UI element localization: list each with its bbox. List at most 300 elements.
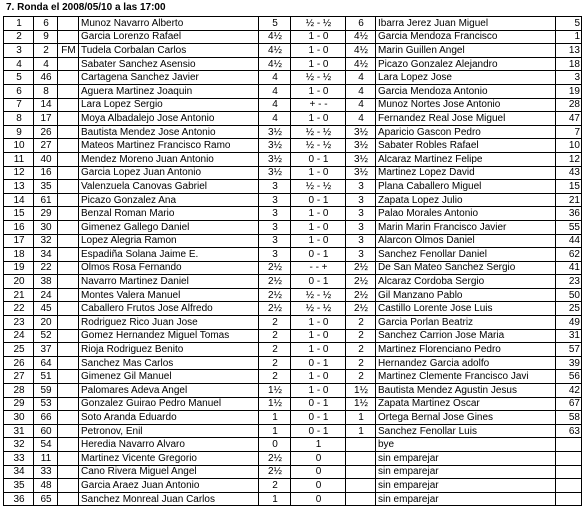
pairings-body bbox=[4, 17, 582, 506]
board-number: 33 bbox=[4, 452, 34, 466]
black-points: 1½ bbox=[346, 397, 376, 411]
black-rank: 21 bbox=[556, 193, 582, 207]
white-points: 4 bbox=[259, 71, 291, 85]
black-player: Zapata Martinez Oscar bbox=[376, 397, 556, 411]
white-points: 3½ bbox=[259, 166, 291, 180]
table-row bbox=[4, 30, 582, 44]
white-points: 2½ bbox=[259, 465, 291, 479]
black-points: 3½ bbox=[346, 125, 376, 139]
board-number: 24 bbox=[4, 329, 34, 343]
white-points: 1 bbox=[259, 492, 291, 506]
board-number: 10 bbox=[4, 139, 34, 153]
black-points: 4 bbox=[346, 112, 376, 126]
white-rank: 61 bbox=[34, 193, 58, 207]
white-points: 3½ bbox=[259, 125, 291, 139]
white-title bbox=[58, 411, 79, 425]
black-player: Alcaraz Martinez Felipe bbox=[376, 152, 556, 166]
white-rank: 51 bbox=[34, 370, 58, 384]
black-rank bbox=[556, 465, 582, 479]
black-points: 4½ bbox=[346, 44, 376, 58]
black-player: Martinez Florenciano Pedro bbox=[376, 343, 556, 357]
white-player: Gimenez Gallego Daniel bbox=[79, 220, 259, 234]
black-points: 1 bbox=[346, 424, 376, 438]
board-number: 6 bbox=[4, 84, 34, 98]
white-player: Benzal Roman Mario bbox=[79, 207, 259, 221]
result: 1 - 0 bbox=[291, 329, 346, 343]
white-points: 2 bbox=[259, 343, 291, 357]
board-number: 23 bbox=[4, 316, 34, 330]
white-title bbox=[58, 71, 79, 85]
white-rank: 26 bbox=[34, 125, 58, 139]
black-points: 4 bbox=[346, 84, 376, 98]
black-rank: 47 bbox=[556, 112, 582, 126]
black-rank bbox=[556, 452, 582, 466]
black-points bbox=[346, 438, 376, 452]
black-points: 3 bbox=[346, 234, 376, 248]
white-rank: 29 bbox=[34, 207, 58, 221]
white-title bbox=[58, 465, 79, 479]
white-points: 1 bbox=[259, 424, 291, 438]
board-number: 7 bbox=[4, 98, 34, 112]
white-player: Sanchez Mas Carlos bbox=[79, 356, 259, 370]
white-player: Garcia Araez Juan Antonio bbox=[79, 479, 259, 493]
result: 0 - 1 bbox=[291, 356, 346, 370]
white-points: 4½ bbox=[259, 57, 291, 71]
white-title bbox=[58, 397, 79, 411]
white-rank: 64 bbox=[34, 356, 58, 370]
pairings-table bbox=[3, 16, 582, 506]
white-points: 3 bbox=[259, 180, 291, 194]
white-title bbox=[58, 343, 79, 357]
result: 0 - 1 bbox=[291, 424, 346, 438]
black-rank: 43 bbox=[556, 166, 582, 180]
black-rank: 67 bbox=[556, 397, 582, 411]
white-player: Rioja Rodriguez Benito bbox=[79, 343, 259, 357]
black-rank: 12 bbox=[556, 152, 582, 166]
white-player: Picazo Gonzalez Ana bbox=[79, 193, 259, 207]
black-player: Ibarra Jerez Juan Miguel bbox=[376, 17, 556, 31]
white-title bbox=[58, 356, 79, 370]
table-row bbox=[4, 424, 582, 438]
table-row bbox=[4, 452, 582, 466]
white-rank: 22 bbox=[34, 261, 58, 275]
black-player: sin emparejar bbox=[376, 452, 556, 466]
white-rank: 16 bbox=[34, 166, 58, 180]
white-rank: 4 bbox=[34, 57, 58, 71]
black-rank: 55 bbox=[556, 220, 582, 234]
result: 1 - 0 bbox=[291, 30, 346, 44]
white-rank: 46 bbox=[34, 71, 58, 85]
white-player: Lopez Alegria Ramon bbox=[79, 234, 259, 248]
black-rank: 19 bbox=[556, 84, 582, 98]
black-points: 4 bbox=[346, 98, 376, 112]
white-title bbox=[58, 139, 79, 153]
white-points: 2 bbox=[259, 316, 291, 330]
table-row bbox=[4, 17, 582, 31]
black-points: 3½ bbox=[346, 152, 376, 166]
white-points: 2 bbox=[259, 356, 291, 370]
white-rank: 48 bbox=[34, 479, 58, 493]
table-row bbox=[4, 234, 582, 248]
black-points: 2 bbox=[346, 329, 376, 343]
black-points bbox=[346, 465, 376, 479]
black-rank: 41 bbox=[556, 261, 582, 275]
white-player: Mateos Martinez Francisco Ramo bbox=[79, 139, 259, 153]
black-player: sin emparejar bbox=[376, 492, 556, 506]
result: 1 - 0 bbox=[291, 44, 346, 58]
white-player: Soto Aranda Eduardo bbox=[79, 411, 259, 425]
black-rank: 56 bbox=[556, 370, 582, 384]
white-title bbox=[58, 316, 79, 330]
white-player: Petronov, Enil bbox=[79, 424, 259, 438]
table-row bbox=[4, 479, 582, 493]
black-rank: 7 bbox=[556, 125, 582, 139]
board-number: 16 bbox=[4, 220, 34, 234]
white-points: 2½ bbox=[259, 288, 291, 302]
board-number: 36 bbox=[4, 492, 34, 506]
result: 1 - 0 bbox=[291, 220, 346, 234]
white-title bbox=[58, 57, 79, 71]
black-points: 4½ bbox=[346, 57, 376, 71]
white-points: 1½ bbox=[259, 397, 291, 411]
white-player: Sanchez Monreal Juan Carlos bbox=[79, 492, 259, 506]
black-rank: 10 bbox=[556, 139, 582, 153]
board-number: 34 bbox=[4, 465, 34, 479]
table-row bbox=[4, 112, 582, 126]
black-points: 3½ bbox=[346, 139, 376, 153]
black-rank: 62 bbox=[556, 248, 582, 262]
table-row bbox=[4, 193, 582, 207]
white-rank: 2 bbox=[34, 44, 58, 58]
white-rank: 52 bbox=[34, 329, 58, 343]
black-points: 2 bbox=[346, 356, 376, 370]
black-player: De San Mateo Sanchez Sergio bbox=[376, 261, 556, 275]
board-number: 25 bbox=[4, 343, 34, 357]
black-player: Hernandez Garcia adolfo bbox=[376, 356, 556, 370]
white-points: 4½ bbox=[259, 44, 291, 58]
result: 0 bbox=[291, 465, 346, 479]
black-rank: 57 bbox=[556, 343, 582, 357]
black-points: 3 bbox=[346, 180, 376, 194]
result: 0 - 1 bbox=[291, 152, 346, 166]
white-title bbox=[58, 98, 79, 112]
black-player: Munoz Nortes Jose Antonio bbox=[376, 98, 556, 112]
white-points: 1½ bbox=[259, 384, 291, 398]
table-row bbox=[4, 438, 582, 452]
black-player: Sanchez Carrion Jose Maria bbox=[376, 329, 556, 343]
black-rank: 50 bbox=[556, 288, 582, 302]
white-points: 2½ bbox=[259, 452, 291, 466]
black-player: Zapata Lopez Julio bbox=[376, 193, 556, 207]
white-title bbox=[58, 207, 79, 221]
result: 1 - 0 bbox=[291, 234, 346, 248]
black-points: 2 bbox=[346, 316, 376, 330]
white-rank: 45 bbox=[34, 302, 58, 316]
black-player: Aparicio Gascon Pedro bbox=[376, 125, 556, 139]
white-player: Navarro Martinez Daniel bbox=[79, 275, 259, 289]
black-points: 3 bbox=[346, 193, 376, 207]
result: 1 - 0 bbox=[291, 384, 346, 398]
white-player: Montes Valera Manuel bbox=[79, 288, 259, 302]
black-player: Ortega Bernal Jose Gines bbox=[376, 411, 556, 425]
white-points: 3 bbox=[259, 248, 291, 262]
black-rank: 39 bbox=[556, 356, 582, 370]
white-rank: 17 bbox=[34, 112, 58, 126]
table-row bbox=[4, 356, 582, 370]
black-player: Garcia Mendoza Francisco bbox=[376, 30, 556, 44]
table-row bbox=[4, 261, 582, 275]
table-row bbox=[4, 180, 582, 194]
black-points: 2½ bbox=[346, 302, 376, 316]
white-rank: 38 bbox=[34, 275, 58, 289]
black-player: Lara Lopez Jose bbox=[376, 71, 556, 85]
white-rank: 8 bbox=[34, 84, 58, 98]
black-rank bbox=[556, 438, 582, 452]
black-points: 2 bbox=[346, 343, 376, 357]
black-rank: 28 bbox=[556, 98, 582, 112]
table-row bbox=[4, 139, 582, 153]
board-number: 20 bbox=[4, 275, 34, 289]
white-points: 4 bbox=[259, 84, 291, 98]
black-points: 3 bbox=[346, 220, 376, 234]
white-points: 1 bbox=[259, 411, 291, 425]
board-number: 2 bbox=[4, 30, 34, 44]
black-rank: 42 bbox=[556, 384, 582, 398]
black-points: 1 bbox=[346, 411, 376, 425]
table-row bbox=[4, 166, 582, 180]
white-points: 5 bbox=[259, 17, 291, 31]
board-number: 8 bbox=[4, 112, 34, 126]
black-rank: 49 bbox=[556, 316, 582, 330]
white-rank: 40 bbox=[34, 152, 58, 166]
board-number: 32 bbox=[4, 438, 34, 452]
black-points bbox=[346, 492, 376, 506]
white-points: 2½ bbox=[259, 302, 291, 316]
white-rank: 32 bbox=[34, 234, 58, 248]
board-number: 15 bbox=[4, 207, 34, 221]
black-player: Sanchez Fenollar Daniel bbox=[376, 248, 556, 262]
white-player: Garcia Lopez Juan Antonio bbox=[79, 166, 259, 180]
board-number: 31 bbox=[4, 424, 34, 438]
white-title bbox=[58, 384, 79, 398]
black-rank: 58 bbox=[556, 411, 582, 425]
black-points: 3 bbox=[346, 207, 376, 221]
result: 0 bbox=[291, 479, 346, 493]
board-number: 3 bbox=[4, 44, 34, 58]
black-player: Sanchez Fenollar Luis bbox=[376, 424, 556, 438]
white-rank: 14 bbox=[34, 98, 58, 112]
white-points: 3 bbox=[259, 234, 291, 248]
black-player: Garcia Porlan Beatriz bbox=[376, 316, 556, 330]
white-rank: 30 bbox=[34, 220, 58, 234]
table-row bbox=[4, 71, 582, 85]
result: 1 - 0 bbox=[291, 316, 346, 330]
table-row bbox=[4, 302, 582, 316]
white-title bbox=[58, 492, 79, 506]
white-points: 3 bbox=[259, 193, 291, 207]
table-row bbox=[4, 207, 582, 221]
white-points: 4 bbox=[259, 112, 291, 126]
white-rank: 65 bbox=[34, 492, 58, 506]
white-rank: 66 bbox=[34, 411, 58, 425]
white-player: Aguera Martinez Joaquin bbox=[79, 84, 259, 98]
white-title bbox=[58, 180, 79, 194]
table-row bbox=[4, 492, 582, 506]
result: ½ - ½ bbox=[291, 17, 346, 31]
black-points: 1½ bbox=[346, 384, 376, 398]
black-player: Alcaraz Cordoba Sergio bbox=[376, 275, 556, 289]
black-points: 4 bbox=[346, 71, 376, 85]
board-number: 26 bbox=[4, 356, 34, 370]
white-rank: 53 bbox=[34, 397, 58, 411]
white-title bbox=[58, 112, 79, 126]
board-number: 35 bbox=[4, 479, 34, 493]
table-row bbox=[4, 411, 582, 425]
black-points: 2½ bbox=[346, 261, 376, 275]
black-rank: 1 bbox=[556, 30, 582, 44]
white-rank: 37 bbox=[34, 343, 58, 357]
white-points: 3 bbox=[259, 220, 291, 234]
table-row bbox=[4, 57, 582, 71]
result: 0 - 1 bbox=[291, 248, 346, 262]
white-points: 0 bbox=[259, 438, 291, 452]
black-player: Sabater Robles Rafael bbox=[376, 139, 556, 153]
white-rank: 33 bbox=[34, 465, 58, 479]
black-rank: 3 bbox=[556, 71, 582, 85]
result: 1 - 0 bbox=[291, 343, 346, 357]
black-player: Marin Marin Francisco Javier bbox=[376, 220, 556, 234]
white-title bbox=[58, 452, 79, 466]
black-rank: 44 bbox=[556, 234, 582, 248]
round-title: 7. Ronda el 2008/05/10 a las 17:00 bbox=[6, 2, 166, 13]
white-title bbox=[58, 438, 79, 452]
black-player: Castillo Lorente Jose Luis bbox=[376, 302, 556, 316]
white-title bbox=[58, 152, 79, 166]
black-points: 4½ bbox=[346, 30, 376, 44]
black-points bbox=[346, 452, 376, 466]
board-number: 11 bbox=[4, 152, 34, 166]
white-title bbox=[58, 261, 79, 275]
table-row bbox=[4, 465, 582, 479]
table-row bbox=[4, 98, 582, 112]
black-rank: 23 bbox=[556, 275, 582, 289]
result: ½ - ½ bbox=[291, 288, 346, 302]
black-rank: 36 bbox=[556, 207, 582, 221]
white-points: 3 bbox=[259, 207, 291, 221]
result: 1 - 0 bbox=[291, 166, 346, 180]
table-row bbox=[4, 152, 582, 166]
table-row bbox=[4, 316, 582, 330]
board-number: 29 bbox=[4, 397, 34, 411]
white-title bbox=[58, 166, 79, 180]
white-rank: 35 bbox=[34, 180, 58, 194]
black-points: 2 bbox=[346, 370, 376, 384]
white-player: Caballero Frutos Jose Alfredo bbox=[79, 302, 259, 316]
white-title bbox=[58, 302, 79, 316]
board-number: 30 bbox=[4, 411, 34, 425]
board-number: 19 bbox=[4, 261, 34, 275]
white-title bbox=[58, 329, 79, 343]
board-number: 22 bbox=[4, 302, 34, 316]
black-rank: 31 bbox=[556, 329, 582, 343]
white-title bbox=[58, 275, 79, 289]
white-rank: 24 bbox=[34, 288, 58, 302]
white-points: 3½ bbox=[259, 139, 291, 153]
board-number: 14 bbox=[4, 193, 34, 207]
white-title bbox=[58, 370, 79, 384]
white-player: Olmos Rosa Fernando bbox=[79, 261, 259, 275]
white-player: Palomares Adeva Angel bbox=[79, 384, 259, 398]
black-rank: 13 bbox=[556, 44, 582, 58]
white-rank: 9 bbox=[34, 30, 58, 44]
table-row bbox=[4, 329, 582, 343]
white-title bbox=[58, 84, 79, 98]
black-points: 2½ bbox=[346, 288, 376, 302]
black-rank: 25 bbox=[556, 302, 582, 316]
result: ½ - ½ bbox=[291, 71, 346, 85]
black-player: bye bbox=[376, 438, 556, 452]
board-number: 9 bbox=[4, 125, 34, 139]
black-points: 3 bbox=[346, 248, 376, 262]
black-player: sin emparejar bbox=[376, 479, 556, 493]
result: 0 bbox=[291, 492, 346, 506]
black-player: Fernandez Real Jose Miguel bbox=[376, 112, 556, 126]
white-title bbox=[58, 193, 79, 207]
white-rank: 6 bbox=[34, 17, 58, 31]
white-points: 2½ bbox=[259, 275, 291, 289]
black-rank bbox=[556, 492, 582, 506]
black-player: Plana Caballero Miguel bbox=[376, 180, 556, 194]
white-points: 4½ bbox=[259, 30, 291, 44]
white-rank: 20 bbox=[34, 316, 58, 330]
result: 0 - 1 bbox=[291, 411, 346, 425]
result: 1 - 0 bbox=[291, 84, 346, 98]
white-player: Gonzalez Guirao Pedro Manuel bbox=[79, 397, 259, 411]
black-points: 3½ bbox=[346, 166, 376, 180]
white-title bbox=[58, 30, 79, 44]
board-number: 28 bbox=[4, 384, 34, 398]
result: + - - bbox=[291, 98, 346, 112]
result: 0 bbox=[291, 452, 346, 466]
board-number: 12 bbox=[4, 166, 34, 180]
black-points: 2½ bbox=[346, 275, 376, 289]
black-player: Marin Guillen Angel bbox=[376, 44, 556, 58]
white-player: Mendez Moreno Juan Antonio bbox=[79, 152, 259, 166]
result: ½ - ½ bbox=[291, 125, 346, 139]
white-player: Gimenez Gil Manuel bbox=[79, 370, 259, 384]
black-player: Martinez Lopez David bbox=[376, 166, 556, 180]
white-points: 4 bbox=[259, 98, 291, 112]
table-row bbox=[4, 275, 582, 289]
result: 1 - 0 bbox=[291, 57, 346, 71]
white-rank: 59 bbox=[34, 384, 58, 398]
white-points: 2 bbox=[259, 370, 291, 384]
board-number: 5 bbox=[4, 71, 34, 85]
white-player: Bautista Mendez Jose Antonio bbox=[79, 125, 259, 139]
white-rank: 27 bbox=[34, 139, 58, 153]
white-player: Lara Lopez Sergio bbox=[79, 98, 259, 112]
table-row bbox=[4, 343, 582, 357]
white-rank: 34 bbox=[34, 248, 58, 262]
white-rank: 60 bbox=[34, 424, 58, 438]
white-title bbox=[58, 125, 79, 139]
white-player: Cartagena Sanchez Javier bbox=[79, 71, 259, 85]
black-rank: 18 bbox=[556, 57, 582, 71]
table-row bbox=[4, 44, 582, 58]
result: 0 - 1 bbox=[291, 397, 346, 411]
board-number: 13 bbox=[4, 180, 34, 194]
black-player: Gil Manzano Pablo bbox=[376, 288, 556, 302]
